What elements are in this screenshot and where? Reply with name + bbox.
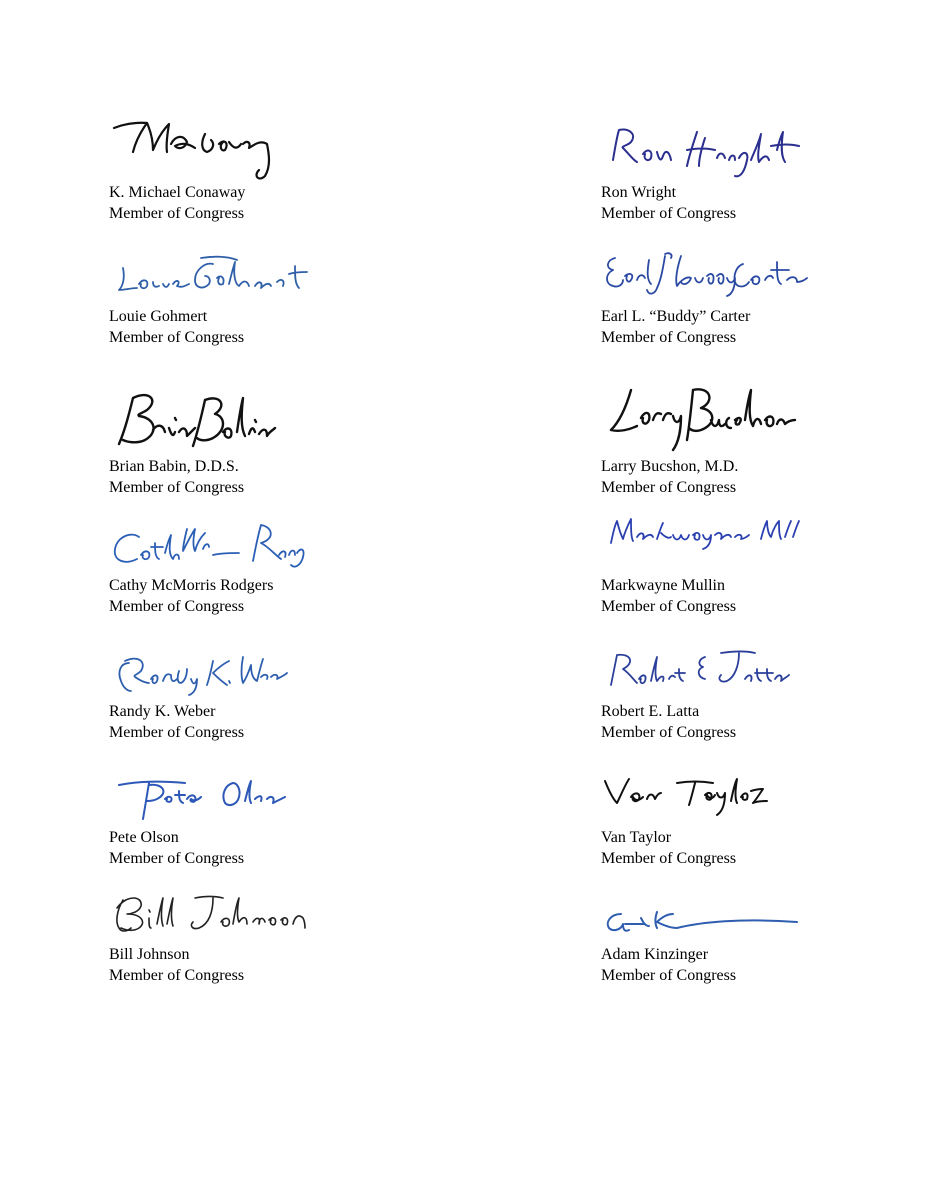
signature-weber (109, 641, 289, 699)
signer-title: Member of Congress (109, 598, 245, 615)
signature-carter (601, 246, 813, 304)
signature-stroke (611, 389, 795, 450)
signer-title: Member of Congress (109, 205, 245, 222)
signer-title: Member of Congress (109, 329, 245, 346)
signature-latta (601, 645, 791, 697)
signature-stroke (611, 652, 789, 686)
signer-name: Earl L. “Buddy” Carter (601, 308, 751, 325)
signer-title: Member of Congress (109, 967, 245, 984)
signature-rodgers (109, 515, 309, 573)
signer-title: Member of Congress (601, 967, 737, 984)
signature-conaway (109, 114, 299, 186)
signature-olson (109, 773, 289, 825)
signature-stroke (119, 781, 285, 819)
signature-stroke (119, 657, 287, 695)
signature-babin (109, 384, 279, 456)
signature-stroke (611, 519, 799, 549)
signer-title: Member of Congress (601, 205, 737, 222)
signature-kinzinger (601, 904, 801, 938)
signature-stroke (115, 525, 304, 567)
signature-taylor (601, 771, 771, 823)
signer-name: Robert E. Latta (601, 703, 700, 720)
signer-title: Member of Congress (601, 479, 737, 496)
signer-title: Member of Congress (601, 598, 737, 615)
signature-stroke (119, 257, 307, 290)
signature-stroke (605, 779, 767, 815)
signature-wright (601, 120, 811, 182)
signer-name: Brian Babin, D.D.S. (109, 458, 239, 475)
signer-name: Larry Bucshon, M.D. (601, 458, 739, 475)
signer-title: Member of Congress (601, 724, 737, 741)
signature-gohmert (109, 248, 309, 304)
signer-name: Randy K. Weber (109, 703, 216, 720)
signature-johnson (109, 888, 329, 940)
signer-name: K. Michael Conaway (109, 184, 246, 201)
signature-stroke (608, 912, 797, 931)
signature-mullin (601, 513, 801, 553)
signer-name: Louie Gohmert (109, 308, 208, 325)
signature-bucshon (601, 380, 801, 458)
signer-title: Member of Congress (601, 850, 737, 867)
signer-title: Member of Congress (601, 329, 737, 346)
signer-name: Bill Johnson (109, 946, 190, 963)
signer-name: Ron Wright (601, 184, 677, 201)
signature-stroke (607, 253, 807, 296)
signer-name: Markwayne Mullin (601, 577, 725, 594)
signature-stroke (613, 130, 799, 177)
signer-title: Member of Congress (109, 850, 245, 867)
signer-name: Cathy McMorris Rodgers (109, 577, 274, 594)
signer-name: Van Taylor (601, 829, 672, 846)
signer-title: Member of Congress (109, 479, 245, 496)
signature-stroke (117, 897, 305, 932)
signer-name: Adam Kinzinger (601, 946, 709, 963)
signer-name: Pete Olson (109, 829, 179, 846)
signature-stroke (119, 395, 275, 446)
signature-stroke (114, 123, 269, 179)
signer-title: Member of Congress (109, 724, 245, 741)
